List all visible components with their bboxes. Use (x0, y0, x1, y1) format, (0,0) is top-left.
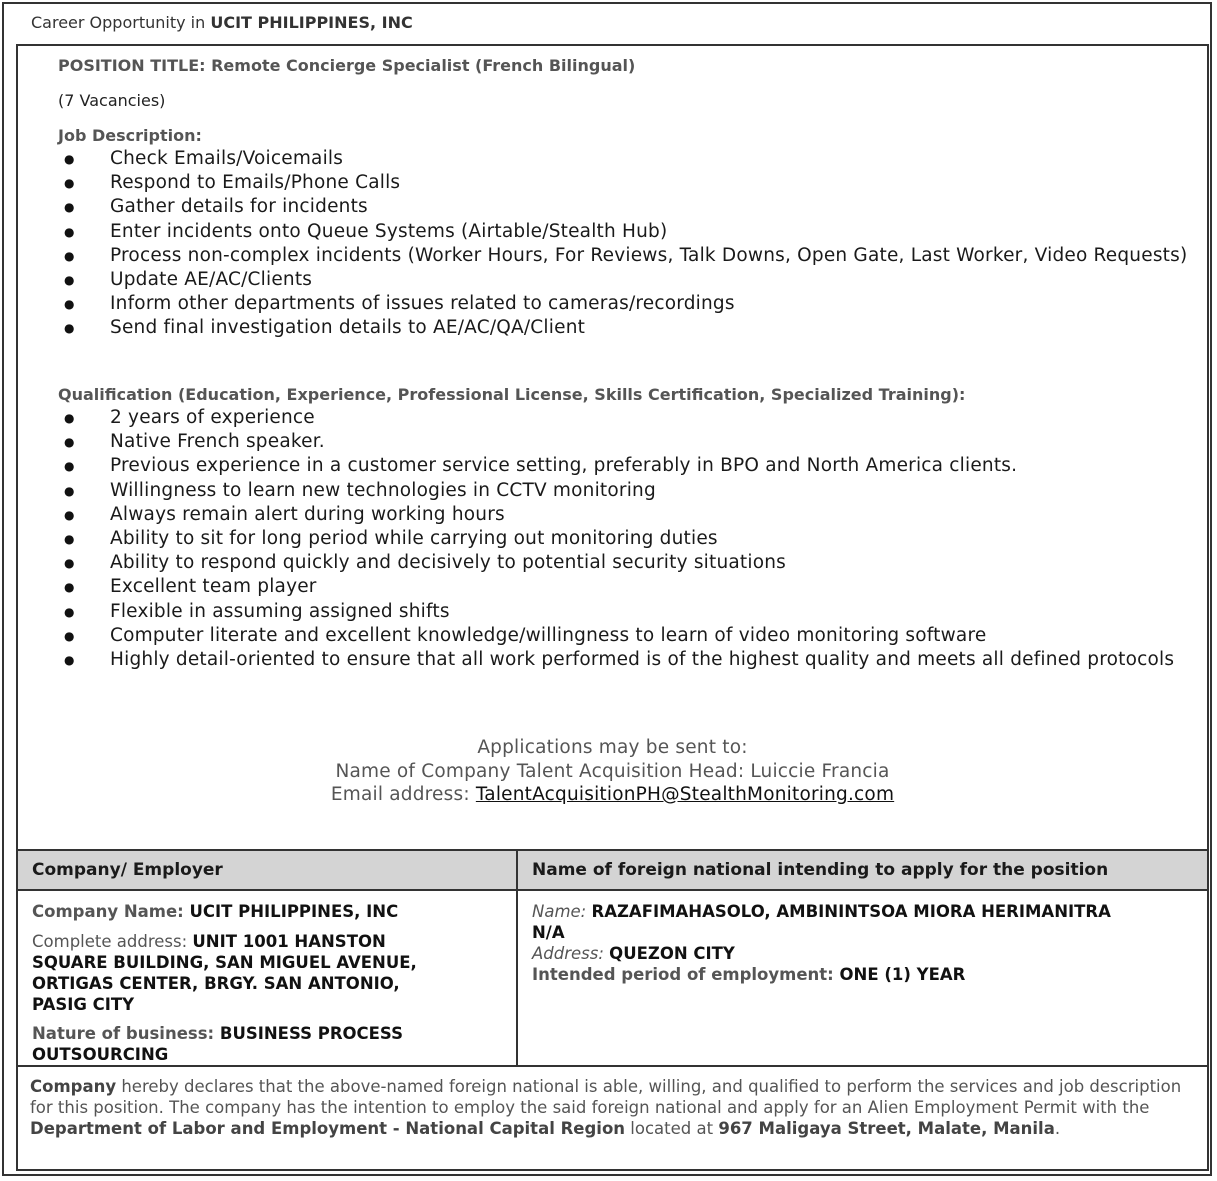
nature-label: Nature of business: (32, 1024, 220, 1043)
career-prefix: Career Opportunity in (31, 13, 211, 32)
list-item: ● Process non-complex incidents (Worker Hours, For Reviews, Talk Downs, Open Gate, Last Worker, Video Requests) (58, 244, 1198, 268)
list-item: ● Always remain alert during working hours (58, 503, 1198, 527)
applications-block (18, 736, 1207, 807)
col-header-foreign-national: Name of foreign national intending to apply for the position (532, 860, 1109, 880)
company-name-field (32, 901, 502, 922)
company-declaration (30, 1076, 1190, 1139)
company-address-field (32, 931, 422, 1015)
career-company: UCIT PHILIPPINES, INC (210, 13, 413, 32)
fn-address-value: QUEZON CITY (609, 944, 735, 963)
table-header (18, 851, 1207, 891)
fn-name-label: Name: (532, 902, 592, 921)
talent-head-line: Name of Company Talent Acquisition Head: Luiccie Francia (335, 760, 890, 782)
period-value: ONE (1) YEAR (839, 965, 966, 984)
declaration-end: . (1054, 1119, 1061, 1138)
list-item: ● Ability to respond quickly and decisively to potential security situations (58, 551, 1198, 575)
list-item: ● Inform other departments of issues related to cameras/recordings (58, 292, 1198, 316)
email-label: Email address: (330, 784, 476, 805)
applications-heading: Applications may be sent to: (477, 737, 748, 758)
list-item: ● Enter incidents onto Queue Systems (Airtable/Stealth Hub) (58, 220, 1198, 244)
list-item: ● Check Emails/Voicemails (58, 147, 1198, 171)
fn-name-extra (532, 922, 565, 943)
declaration-department: Department of Labor and Employment - National Capital Region (30, 1119, 626, 1138)
col-header-employer: Company/ Employer (32, 860, 223, 880)
period-label: Intended period of employment: (532, 965, 840, 984)
company-name-label: Company Name: (32, 902, 190, 921)
list-item: ● Update AE/AC/Clients (58, 268, 1198, 292)
nature-value: BUSINESS PROCESS OUTSOURCING (32, 1024, 403, 1064)
employment-period-field (532, 964, 965, 985)
foreign-national-name-field (532, 901, 1204, 922)
list-item: ● Send final investigation details to AE/AC/QA/Client (58, 316, 1198, 340)
declaration-text-2: located at (625, 1119, 719, 1138)
fn-name-extra-value: N/A (532, 923, 565, 942)
email-line (18, 783, 1207, 807)
list-item: ● Respond to Emails/Phone Calls (58, 171, 1198, 195)
list-item: ● Flexible in assuming assigned shifts (58, 600, 1198, 624)
list-item: ● Gather details for incidents (58, 195, 1198, 219)
document-frame (2, 2, 1212, 1176)
column-divider (516, 851, 518, 1065)
declaration-location: 967 Maligaya Street, Malate, Manila (718, 1119, 1055, 1138)
list-item: ● Previous experience in a customer service setting, preferably in BPO and North America clients. (58, 454, 1198, 478)
employer-table (18, 849, 1207, 1067)
declaration-company-word: Company (30, 1077, 117, 1096)
email-link[interactable]: TalentAcquisitionPH@StealthMonitoring.com (475, 784, 895, 805)
list-item: ● Excellent team player (58, 575, 1198, 599)
job-description-list (58, 147, 1198, 341)
qualification-list (58, 406, 1198, 672)
list-item: ● Highly detail-oriented to ensure that all work performed is of the highest quality and meets all defined protocols (58, 648, 1198, 672)
company-address-label: Complete address: (32, 932, 193, 951)
list-item: ● Willingness to learn new technologies in CCTV monitoring (58, 479, 1198, 503)
position-title: POSITION TITLE: Remote Concierge Specialist (French Bilingual) (58, 56, 636, 75)
list-item: ● Native French speaker. (58, 430, 1198, 454)
list-item: ● Computer literate and excellent knowledge/willingness to learn of video monitoring software (58, 624, 1198, 648)
job-posting-box (16, 44, 1209, 1171)
vacancies-count: (7 Vacancies) (58, 91, 166, 110)
fn-name-value: RAZAFIMAHASOLO, AMBININTSOA MIORA HERIMANITRA (591, 902, 1111, 921)
company-name-value: UCIT PHILIPPINES, INC (189, 902, 399, 921)
list-item: ● Ability to sit for long period while carrying out monitoring duties (58, 527, 1198, 551)
career-opportunity-heading (31, 13, 413, 32)
qualification-label: Qualification (Education, Experience, Professional License, Skills Certification, Specialized Training): (58, 385, 966, 404)
declaration-text-1: hereby declares that the above-named foreign national is able, willing, and qualified to perform the services and job description for this position. The company has the intention to employ the said foreign national and apply for an Alien Employment Permit with the (30, 1077, 1182, 1117)
company-address-value: UNIT 1001 HANSTON SQUARE BUILDING, SAN MIGUEL AVENUE, ORTIGAS CENTER, BRGY. SAN ANTONIO, PASIG CITY (32, 932, 417, 1014)
job-description-label: Job Description: (58, 126, 202, 145)
nature-of-business-field (32, 1023, 502, 1065)
fn-address-field (532, 943, 735, 964)
fn-address-label: Address: (532, 944, 610, 963)
list-item: ● 2 years of experience (58, 406, 1198, 430)
